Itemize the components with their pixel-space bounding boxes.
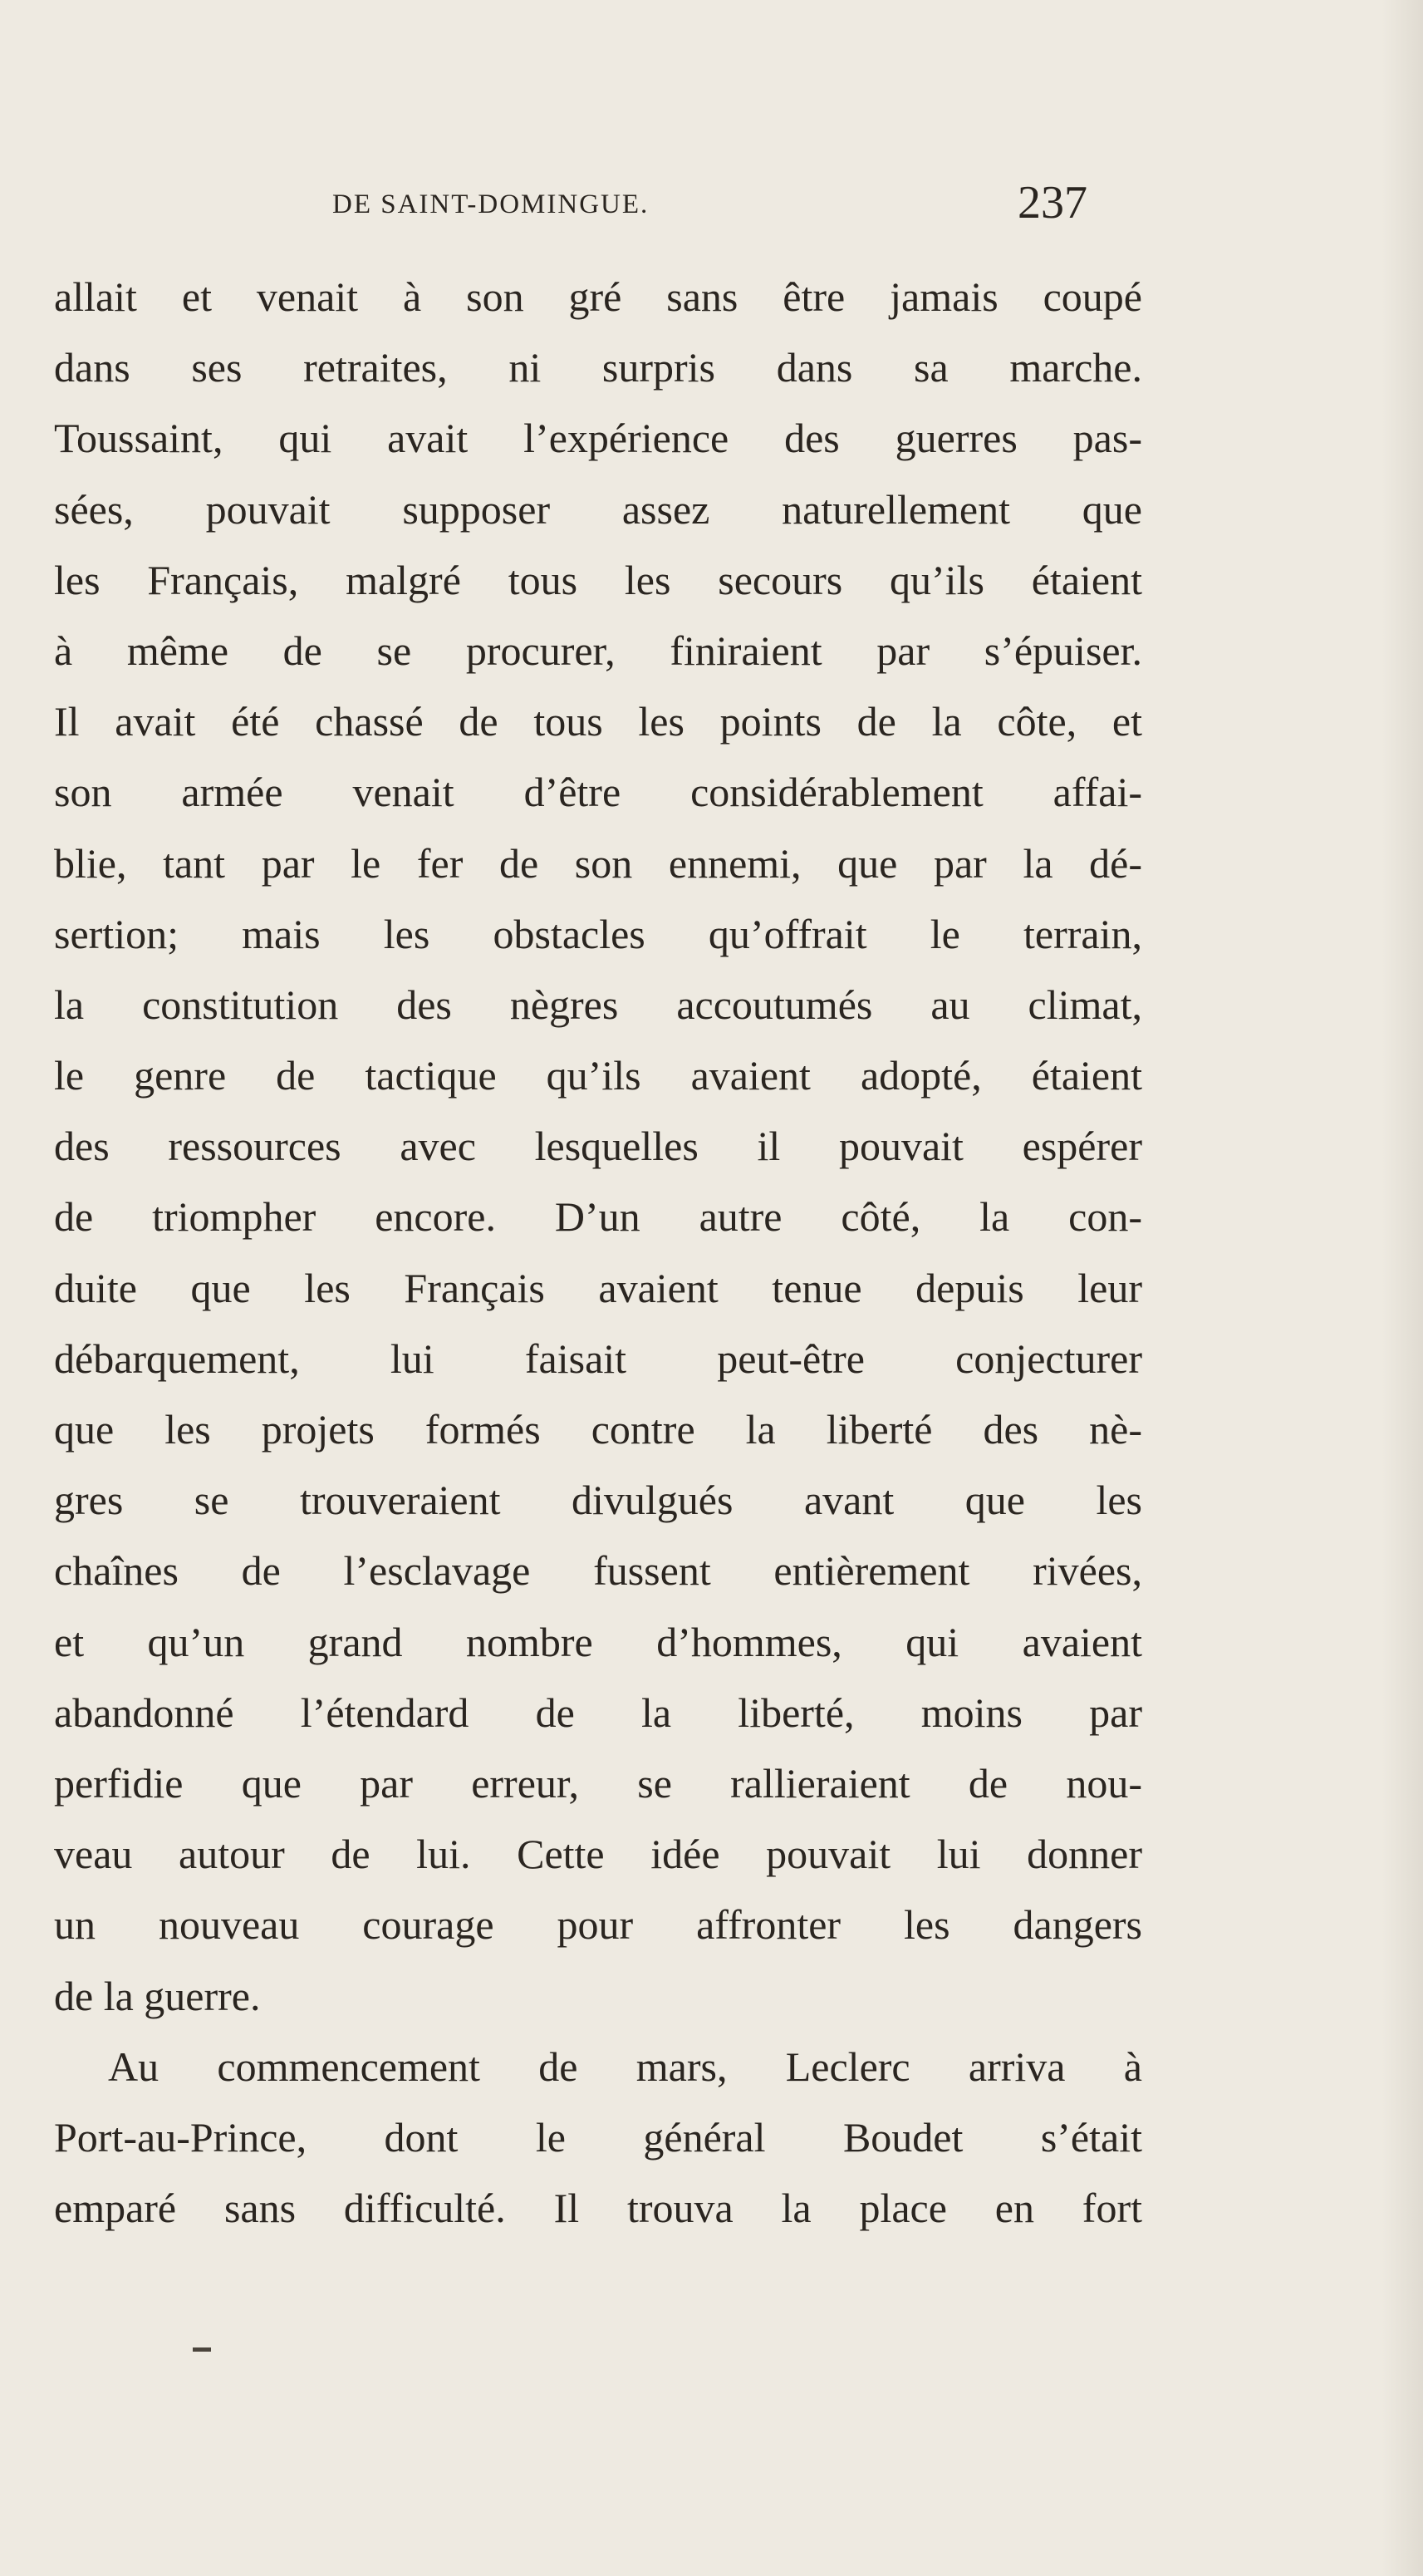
text-line: Port-au-Prince, dont le général Boudet s’était [54,2113,1142,2161]
text-line: dans ses retraites, ni surpris dans sa marche. [54,344,1142,391]
text-line: gres se trouveraient divulgués avant que les [54,1477,1142,1524]
text-line: Il avait été chassé de tous les points de la côte, et [54,698,1142,745]
text-line: son armée venait d’être considérablement affai- [54,769,1142,816]
text-line: les Français, malgré tous les secours qu’ils étaient [54,556,1142,603]
text-line: la constitution des nègres accoutumés au climat, [54,981,1142,1028]
ink-mark [193,2347,211,2352]
text-line: sertion; mais les obstacles qu’offrait le terrain, [54,910,1142,957]
text-line: de la guerre. [54,1972,261,2019]
text-line: duite que les Français avaient tenue depuis leur [54,1264,1142,1311]
text-line: débarquement, lui faisait peut-être conjecturer [54,1335,1142,1382]
text-line: et qu’un grand nombre d’hommes, qui avaient [54,1618,1142,1665]
text-line: que les projets formés contre la liberté des nè- [54,1406,1142,1453]
text-line: Au commencement de mars, Leclerc arriva à [108,2043,1142,2090]
text-line: un nouveau courage pour affronter les dangers [54,1901,1142,1949]
page-number: 237 [1018,177,1087,229]
text-line: des ressources avec lesquelles il pouvait espérer [54,1123,1142,1170]
text-line: emparé sans difficulté. Il trouva la place en fort [54,2185,1142,2232]
text-line: allait et venait à son gré sans être jamais coupé [54,273,1142,320]
text-line: de triompher encore. D’un autre côté, la con- [54,1193,1142,1241]
text-line: Toussaint, qui avait l’expérience des guerres pas- [54,415,1142,462]
body-text [54,262,1142,2244]
text-line: sées, pouvait supposer assez naturellement que [54,485,1142,533]
running-head: DE SAINT-DOMINGUE. [332,189,650,219]
text-line: abandonné l’étendard de la liberté, moins par [54,1689,1142,1736]
text-line: à même de se procurer, finiraient par s’épuiser. [54,627,1142,674]
text-line: veau autour de lui. Cette idée pouvait lui donner [54,1831,1142,1878]
text-line: chaînes de l’esclavage fussent entièrement rivées, [54,1547,1142,1595]
text-line: blie, tant par le fer de son ennemi, que par la dé- [54,839,1142,887]
text-line: perfidie que par erreur, se rallieraient de nou- [54,1759,1142,1807]
text-line: le genre de tactique qu’ils avaient adopté, étaient [54,1052,1142,1099]
